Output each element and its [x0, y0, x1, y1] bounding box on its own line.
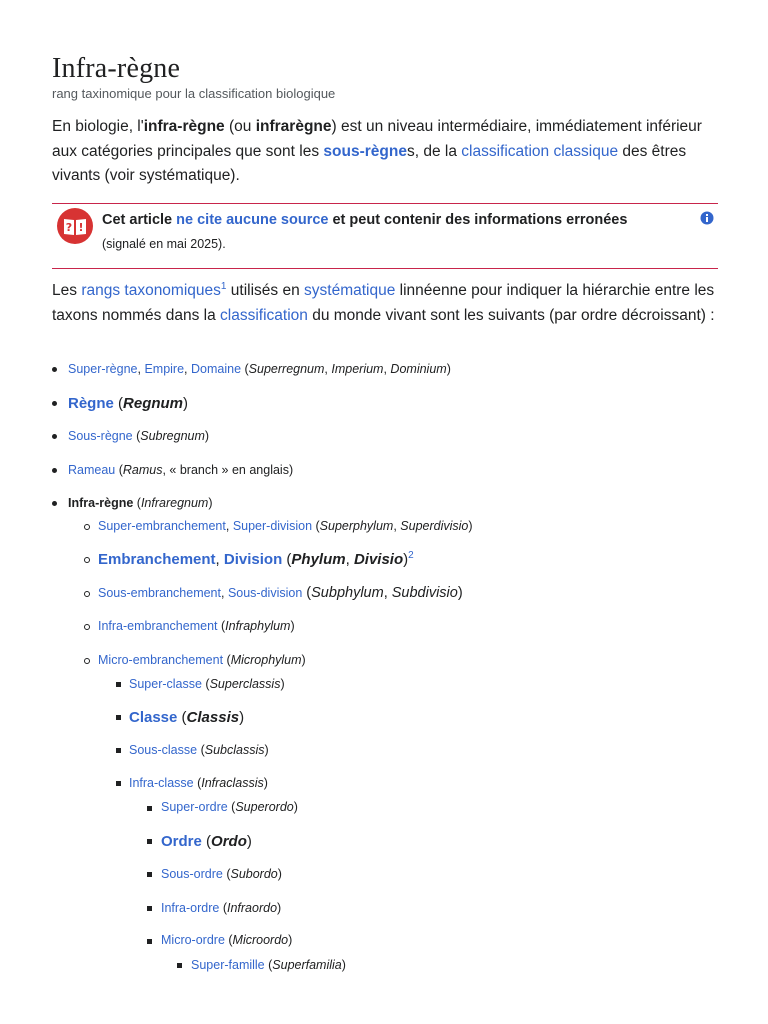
paren: ( — [193, 776, 202, 790]
notice-date: (signalé en mai 2025). — [102, 237, 226, 251]
paren: , « branch » en anglais) — [162, 463, 294, 477]
intro-paragraph — [52, 115, 718, 189]
link-sous-ordre[interactable]: Sous-ordre — [161, 867, 223, 881]
paren: ) — [288, 933, 293, 947]
list-item-super-famille — [191, 958, 346, 972]
paren: ) — [264, 743, 269, 757]
paren: ) — [277, 867, 282, 881]
latin-name: Phylum — [291, 551, 346, 568]
paren: ) — [246, 833, 252, 850]
latin-name: Superfamilia — [272, 958, 342, 972]
svg-text:?: ? — [65, 221, 73, 234]
bullet — [52, 501, 57, 506]
latin-name: Superdivisio — [400, 519, 469, 533]
paren: ( — [227, 800, 236, 814]
bullet — [116, 748, 121, 753]
latin-name: Divisio — [353, 551, 404, 568]
list-item-sous-classe — [129, 743, 269, 757]
no-source-notice — [52, 203, 718, 269]
list-item-sous-ordre — [161, 867, 282, 881]
paren: ) — [277, 901, 282, 915]
bullet — [116, 715, 121, 720]
intro-text: ) est un niveau intermédiaire, immédiatement inférieur aux catégories principales que sont les — [52, 118, 702, 160]
sep: , — [220, 586, 228, 600]
intro-bold-term: infra-règne — [143, 118, 225, 135]
latin-name: Subordo — [230, 867, 278, 881]
para-text: linnéenne pour indiquer la hiérarchie entre les taxons nommés dans la — [52, 282, 715, 324]
paren: ) — [293, 800, 298, 814]
list-item-classe — [129, 709, 244, 726]
list-item-infra-regne — [68, 496, 213, 510]
list-item-micro-embranchement — [98, 653, 306, 667]
bullet — [84, 624, 90, 630]
latin-name: Microphylum — [230, 653, 302, 667]
latin-name: Infraordo — [227, 901, 278, 915]
list-item-rameau — [68, 463, 293, 477]
book-question-icon — [56, 207, 94, 245]
latin-name: Infraphylum — [225, 619, 291, 633]
paren: ) — [239, 709, 245, 726]
list-item-sous-embranchement — [98, 585, 463, 601]
footnote-2[interactable]: 2 — [408, 550, 414, 561]
paren: ( — [197, 743, 205, 757]
paren: ) — [301, 653, 306, 667]
list-item-super-ordre — [161, 800, 298, 814]
link-super-regne[interactable]: Super-règne — [68, 362, 138, 376]
bullet — [116, 682, 121, 687]
link-infra-embranchement[interactable]: Infra-embranchement — [98, 619, 218, 633]
paren: ) — [446, 362, 451, 376]
link-classe[interactable]: Classe — [129, 709, 178, 726]
link-division[interactable]: Division — [223, 551, 283, 568]
list-item-embranchement — [98, 551, 414, 568]
latin-name: Dominium — [390, 362, 447, 376]
notice-text — [102, 208, 662, 256]
latin-name: Ramus — [122, 463, 163, 477]
link-sous-classe[interactable]: Sous-classe — [129, 743, 198, 757]
latin-name: Infraregnum — [140, 496, 209, 510]
list-item-ordre — [161, 833, 252, 850]
paren: ( — [312, 519, 320, 533]
link-ordre[interactable]: Ordre — [161, 833, 202, 850]
paren: ) — [341, 958, 346, 972]
bullet — [52, 434, 57, 439]
link-infra-ordre[interactable]: Infra-ordre — [161, 901, 220, 915]
link-sous-regne-item[interactable]: Sous-règne — [68, 429, 133, 443]
intro-text: (ou — [224, 118, 256, 135]
bullet — [52, 401, 57, 406]
paren: ) — [290, 619, 295, 633]
latin-name: Superclassis — [209, 677, 281, 691]
sep: , — [393, 519, 401, 533]
paren: ( — [264, 958, 273, 972]
link-infra-classe[interactable]: Infra-classe — [129, 776, 194, 790]
bullet — [52, 367, 57, 372]
latin-name: Superregnum — [248, 362, 325, 376]
sep: , — [184, 362, 191, 376]
para-text: utilisés en — [226, 282, 305, 299]
link-super-ordre[interactable]: Super-ordre — [161, 800, 228, 814]
latin-name: Subdivisio — [391, 585, 458, 601]
notice-bold: et peut contenir des informations erronées — [328, 212, 628, 228]
latin-name: Subregnum — [140, 429, 205, 443]
list-item-super-embranchement — [98, 519, 473, 533]
sep: , — [383, 585, 392, 601]
latin-name: Microordo — [232, 933, 289, 947]
latin-name: Subphylum — [311, 585, 384, 601]
latin-name: Superphylum — [319, 519, 394, 533]
ranks-paragraph — [52, 279, 718, 328]
sep: , — [383, 362, 391, 376]
link-micro-ordre[interactable]: Micro-ordre — [161, 933, 225, 947]
link-super-classe[interactable]: Super-classe — [129, 677, 202, 691]
info-icon[interactable] — [700, 211, 714, 225]
list-item-infra-ordre — [161, 901, 281, 915]
para-text: du monde vivant sont les suivants (par ordre décroissant) : — [307, 306, 715, 324]
paren: ( — [224, 933, 233, 947]
sep: , — [215, 551, 224, 568]
bullet — [84, 591, 90, 597]
latin-name: Classis — [186, 709, 240, 726]
list-item-super-classe — [129, 677, 285, 691]
sep: , — [137, 362, 145, 376]
link-sous-embranchement[interactable]: Sous-embranchement — [98, 586, 221, 600]
paren: ) — [204, 429, 210, 443]
svg-text:!: ! — [78, 221, 84, 234]
bullet — [52, 468, 57, 473]
link-ne-cite-aucune-source[interactable]: ne cite aucune source — [176, 212, 329, 228]
link-embranchement[interactable]: Embranchement — [98, 551, 216, 568]
page-title: Infra-règne — [52, 53, 181, 84]
latin-name: Imperium — [331, 362, 384, 376]
paren: ) — [468, 519, 473, 533]
link-systematique[interactable]: systématique — [304, 282, 396, 299]
link-rangs-taxonomiques[interactable]: rangs taxonomiques — [81, 282, 221, 299]
link-classification-classique[interactable]: classification classique — [461, 142, 619, 160]
latin-name: Superordo — [235, 800, 294, 814]
paren: ( — [217, 619, 226, 633]
link-sous-division[interactable]: Sous-division — [227, 586, 303, 600]
paren: ) — [457, 585, 463, 601]
latin-name: Infraclassis — [201, 776, 264, 790]
link-domaine[interactable]: Domaine — [191, 362, 242, 376]
list-item-sous-regne — [68, 429, 209, 443]
sep: , — [324, 362, 332, 376]
intro-text: des êtres vivants (voir systématique). — [52, 142, 687, 184]
sep: , — [345, 551, 354, 568]
page-subtitle: rang taxinomique pour la classification biologique — [52, 86, 336, 101]
link-regne[interactable]: Règne — [68, 395, 114, 412]
latin-name: Ordo — [211, 833, 247, 850]
paren: ( — [115, 463, 123, 477]
paren: ) — [208, 496, 213, 510]
latin-name: Regnum — [123, 395, 184, 412]
bullet — [84, 524, 90, 530]
notice-bold: Cet article — [102, 212, 177, 228]
list-item-infra-embranchement — [98, 619, 295, 633]
intro-bold-term: infrarègne — [255, 118, 332, 135]
paren: ( — [222, 867, 231, 881]
bullet — [84, 658, 90, 664]
paren: ( — [177, 709, 187, 726]
list-item-super-regne — [68, 362, 451, 376]
list-item-micro-ordre — [161, 933, 292, 947]
bullet — [147, 939, 152, 944]
paren: ( — [282, 551, 292, 568]
bullet — [177, 963, 182, 968]
list-item-infra-classe — [129, 776, 268, 790]
footnote-1[interactable]: 1 — [220, 281, 227, 292]
bullet — [147, 872, 152, 877]
link-empire[interactable]: Empire — [144, 362, 185, 376]
list-item-regne — [68, 395, 188, 412]
paren: ( — [133, 496, 141, 510]
intro-text: En biologie, l' — [52, 118, 144, 135]
current-rank: Infra-règne — [68, 496, 134, 510]
link-micro-embranchement[interactable]: Micro-embranchement — [98, 653, 224, 667]
paren: ( — [113, 395, 124, 412]
bullet — [84, 557, 90, 563]
paren: ( — [241, 362, 249, 376]
paren: ( — [302, 585, 312, 601]
bullet — [147, 806, 152, 811]
paren: ( — [201, 677, 210, 691]
link-super-embranchement[interactable]: Super-embranchement — [98, 519, 226, 533]
link-classification[interactable]: classification — [220, 306, 308, 324]
bullet — [147, 906, 152, 911]
link-sous-regne[interactable]: sous-règne — [323, 142, 407, 160]
sep: , — [225, 519, 233, 533]
paren: ) — [183, 395, 189, 412]
paren: ( — [223, 653, 231, 667]
bullet — [116, 781, 121, 786]
para-text: Les — [52, 282, 82, 299]
paren: ( — [219, 901, 227, 915]
paren: ) — [263, 776, 268, 790]
latin-name: Subclassis — [204, 743, 265, 757]
bullet — [147, 839, 152, 844]
paren: ) — [403, 551, 409, 568]
link-super-division[interactable]: Super-division — [232, 519, 313, 533]
paren: ) — [280, 677, 285, 691]
link-super-famille[interactable]: Super-famille — [191, 958, 265, 972]
paren: ( — [132, 429, 141, 443]
paren: ( — [201, 833, 212, 850]
intro-text: s, de la — [406, 142, 462, 160]
link-rameau[interactable]: Rameau — [68, 463, 116, 477]
